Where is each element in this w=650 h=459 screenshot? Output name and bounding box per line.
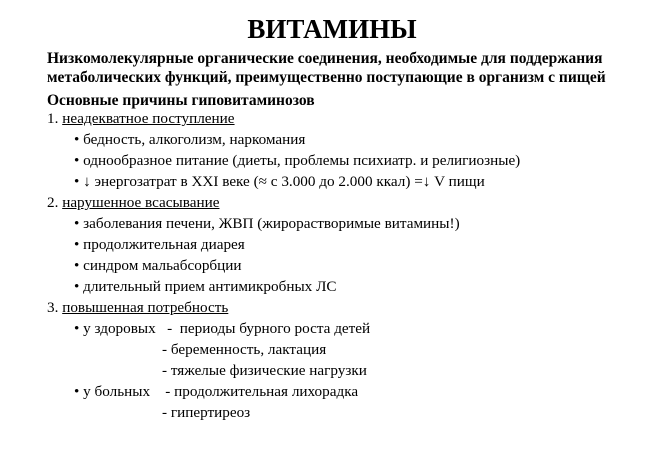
- list-subitem: - гипертиреоз: [162, 404, 251, 421]
- section-2-heading: [47, 193, 219, 212]
- section-3-heading: [47, 298, 228, 317]
- section-label: повышенная потребность: [62, 299, 229, 316]
- list-item: • ↓ энергозатрат в XXI веке (≈ с 3.000 до 2.000 ккал) =↓ V пищи: [74, 173, 485, 190]
- section-label: неадекватное поступление: [62, 110, 235, 127]
- list-item: • синдром мальабсорбции: [74, 257, 242, 274]
- list-item-sick: • у больных - продолжительная лихорадка: [74, 383, 359, 400]
- definition-line: Низкомолекулярные органические соединения, необходимые для поддержания: [47, 50, 603, 67]
- page-title: ВИТАМИНЫ: [247, 14, 417, 44]
- list-item: • бедность, алкоголизм, наркомания: [74, 131, 306, 148]
- list-subitem: - беременность, лактация: [162, 341, 327, 358]
- list-subitem: - тяжелые физические нагрузки: [162, 362, 367, 379]
- list-item: • однообразное питание (диеты, проблемы психиатр. и религиозные): [74, 152, 521, 169]
- section-label: нарушенное всасывание: [62, 194, 220, 211]
- list-item: • длительный прием антимикробных ЛС: [74, 278, 337, 295]
- list-item: • заболевания печени, ЖВП (жирорастворимые витамины!): [74, 215, 460, 232]
- list-item-healthy: • у здоровых - периоды бурного роста детей: [74, 320, 371, 337]
- definition-line: метаболических функций, преимущественно поступающие в организм с пищей: [47, 69, 606, 86]
- list-item: • продолжительная диарея: [74, 236, 245, 253]
- section-number: 1.: [47, 110, 59, 127]
- definition-text: [47, 49, 642, 87]
- section-number: 3.: [47, 299, 59, 316]
- section-1-heading: [47, 109, 235, 128]
- section-heading: Основные причины гиповитаминозов: [47, 92, 315, 109]
- section-number: 2.: [47, 194, 59, 211]
